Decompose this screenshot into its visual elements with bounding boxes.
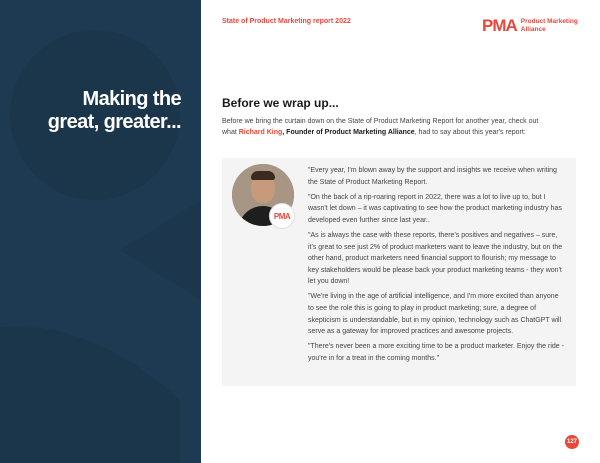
sidebar-panel (0, 0, 201, 463)
quote-paragraph: "We're living in the age of artificial intelligence, and I'm more excited than anyone to see the role this is going to play in product marketing; sure, a degree of skepticism is understandable, but in my opinion, technology such as ChatGPT will serve as a gateway for improved practices and awesome projects. (308, 293, 562, 336)
intro-person-name: Richard King (238, 129, 283, 136)
intro-person-role: , Founder of Product Marketing Alliance (282, 129, 415, 136)
quote-paragraph: "On the back of a rip-roaring report in 2022, there was a lot to live up to, but I wasn't let down – it was captivating to see how the product marketing industry has developed even further since last year.. (308, 193, 562, 224)
quote-paragraph: "Every year, I'm blown away by the support and insights we receive when writing the State of Product Marketing Report. (308, 167, 557, 186)
section-heading: Before we wrap up... (222, 96, 339, 110)
sidebar-title-line2: great, greater... (47, 111, 181, 133)
logo-line1: Product Marketing (520, 17, 578, 25)
quote-paragraph: "There's never been a more exciting time to be a product marketer. Enjoy the ride - you're in for a treat in the coming months." (308, 343, 564, 362)
sidebar-decorative-shapes (0, 0, 201, 463)
sidebar-title-line1: Making the (82, 88, 181, 110)
logo-line2: Alliance (520, 25, 546, 33)
page-number: 127 (565, 435, 579, 449)
pma-logo (482, 17, 578, 34)
intro-paragraph (222, 116, 552, 138)
quote-paragraph: "As is always the case with these reports, there's positives and negatives – sure, it's great to see just 2% of product marketers want to leave the industry, but on the other hand, product marketers need financial support to flourish; my message to key stakeholders would be please back your product marketing teams - they won't let you down! (308, 231, 563, 286)
report-label: State of Product Marketing report 2022 (222, 18, 351, 25)
intro-text-before: Before we bring the curtain down on the State of Product Marketing Report for another year, check out what (222, 118, 539, 136)
quote-text (308, 165, 566, 368)
pma-badge-icon: PMA (269, 203, 295, 229)
quote-box (222, 158, 576, 386)
intro-text-after: , had to say about this year's report: (414, 129, 526, 136)
pma-logo-text (521, 18, 578, 34)
pma-logo-icon: PMA (482, 16, 517, 35)
sidebar-title (1, 88, 181, 134)
